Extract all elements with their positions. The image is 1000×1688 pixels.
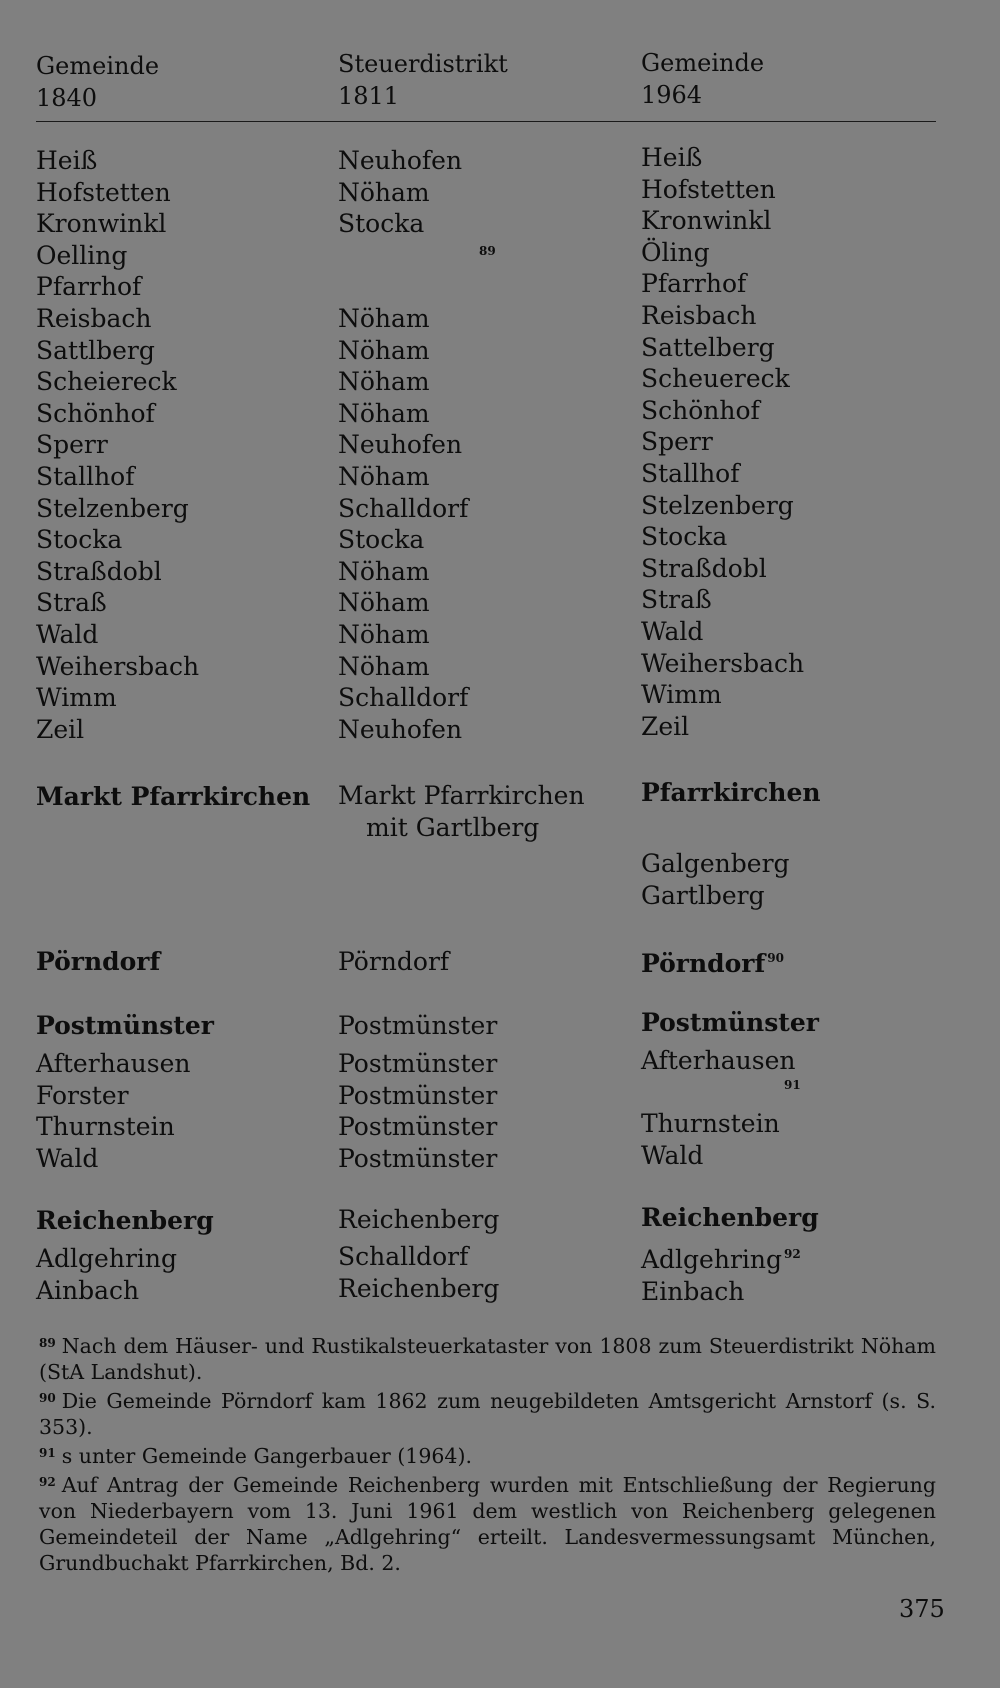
table-row: Nöham (338, 398, 430, 428)
footnote-marker-89: 89 (479, 244, 496, 258)
reichenberg-1811: Reichenberg (338, 1205, 500, 1234)
table-row: Thurnstein (641, 1109, 780, 1139)
markt-pfarrkirchen-1840: Markt Pfarrkirchen (36, 782, 311, 811)
header-year: 1811 (338, 82, 400, 110)
table-row: Stocka (338, 525, 425, 555)
table-row: Neuhofen (338, 146, 463, 175)
footnote-marker-91: 91 (784, 1078, 801, 1092)
table-row: Stocka (36, 525, 123, 555)
reichenberg-1840: Reichenberg (36, 1206, 214, 1235)
postmuenster-1811-list (338, 1048, 497, 1174)
table-row: Wald (36, 619, 99, 649)
table-row: Stocka (338, 209, 425, 239)
table-row: Sattelberg (641, 332, 775, 362)
table-row: Schalldorf (338, 683, 469, 713)
table-row: Afterhausen (36, 1049, 191, 1078)
page-number: 375 (899, 1595, 945, 1623)
table-row: Stelzenberg (36, 493, 189, 523)
header-gemeinde-1964 (641, 47, 764, 111)
table-row: Postmünster (338, 1080, 498, 1110)
footnote-marker-92: 92 (784, 1247, 801, 1261)
table-row: Sperr (36, 430, 108, 460)
table-row: Hofstetten (641, 174, 776, 204)
table-row: Zeil (36, 714, 85, 744)
header-label: Steuerdistrikt (338, 50, 508, 78)
table-row: Nöham (338, 588, 430, 618)
header-steuerdistrikt-1811 (338, 48, 508, 112)
table-row: Kronwinkl (641, 206, 772, 236)
list-item: Gartlberg (641, 880, 765, 910)
table-row: Postmünster (338, 1143, 498, 1173)
reichenberg-1811-list (338, 1241, 499, 1304)
footnote-number: 91 (39, 1446, 56, 1460)
table-row: Straßdobl (641, 553, 767, 583)
table-row: Schönhof (36, 398, 155, 428)
pfarrkirchen-1964: Pfarrkirchen (641, 778, 821, 807)
table-row: Wald (641, 1140, 704, 1170)
table-row (641, 1077, 796, 1109)
column-1964-list (641, 142, 804, 742)
table-row: Adlgehring (36, 1244, 178, 1273)
table-row: Scheuereck (641, 364, 790, 394)
postmuenster-1840-list (36, 1048, 191, 1174)
table-row: Stallhof (36, 461, 135, 491)
markt-line-2: mit Gartlberg (366, 812, 540, 842)
table-row: Nöham (338, 303, 430, 333)
table-row: Hofstetten (36, 177, 171, 207)
footnote-91 (39, 1440, 936, 1469)
table-row: Schalldorf (338, 493, 469, 523)
table-row: Stelzenberg (641, 490, 794, 520)
table-row: Schönhof (641, 395, 760, 425)
list-item: Galgenberg (641, 849, 790, 878)
table-row: Scheiereck (36, 367, 177, 397)
table-row: Reisbach (36, 303, 152, 333)
table-row: Wald (36, 1143, 99, 1173)
column-1840-list (36, 145, 199, 745)
footnote-89 (39, 1330, 936, 1385)
footnote-90 (39, 1385, 936, 1440)
table-row: Thurnstein (36, 1112, 175, 1142)
table-row: Afterhausen (641, 1046, 796, 1075)
table-row: Heiß (641, 143, 703, 172)
table-row: Stallhof (641, 458, 740, 488)
table-row: Öling (641, 237, 710, 267)
footnote-number: 89 (39, 1336, 56, 1350)
postmuenster-1964-list (641, 1045, 796, 1171)
table-row: Wald (641, 616, 704, 646)
adlgehring-name: Adlgehring (641, 1245, 783, 1274)
header-label: Gemeinde (36, 52, 160, 80)
table-row: Sperr (641, 427, 713, 457)
table-row: Postmünster (338, 1112, 498, 1142)
table-row: Kronwinkl (36, 209, 167, 239)
header-label: Gemeinde (641, 49, 765, 77)
postmuenster-1840: Postmünster (36, 1011, 214, 1040)
table-row: Sattlberg (36, 335, 155, 365)
postmuenster-1964: Postmünster (641, 1008, 819, 1037)
pfarrkirchen-1964-parts (641, 848, 790, 911)
table-row: Neuhofen (338, 714, 463, 744)
footnote-text: Nach dem Häuser- und Rustikalsteuerkataster von 1808 zum Steuerdistrikt Nöham (StA Landshut). (39, 1334, 936, 1384)
table-row: Forster (36, 1080, 129, 1110)
table-row: Schalldorf (338, 1242, 469, 1271)
table-row: Nöham (338, 367, 430, 397)
table-row: Reisbach (641, 300, 757, 330)
table-row: Wimm (36, 683, 117, 713)
table-row: Einbach (641, 1276, 745, 1306)
header-gemeinde-1840 (36, 50, 159, 114)
table-row: Nöham (338, 619, 430, 649)
reichenberg-1964-list (641, 1239, 801, 1307)
column-1811-list (338, 145, 468, 745)
porndorf-1964 (641, 943, 784, 980)
table-row: Weihersbach (641, 648, 805, 678)
table-row: Stocka (641, 522, 728, 552)
table-row: Pfarrhof (641, 269, 747, 299)
table-row: Zeil (641, 711, 690, 741)
table-row: Oelling (36, 240, 128, 270)
table-row: Heiß (36, 146, 98, 175)
porndorf-name: Pörndorf (641, 949, 766, 978)
table-row: Reichenberg (338, 1273, 500, 1303)
porndorf-1840: Pörndorf (36, 947, 161, 976)
table-row: Neuhofen (338, 430, 463, 460)
table-row: Nöham (338, 556, 430, 586)
table-row (338, 240, 468, 272)
table-row: Postmünster (338, 1049, 498, 1078)
header-rule (36, 121, 936, 122)
footnote-number: 92 (39, 1475, 56, 1489)
table-row: Nöham (338, 335, 430, 365)
table-row: Nöham (338, 177, 430, 207)
footnotes (39, 1330, 936, 1576)
footnote-text: Die Gemeinde Pörndorf kam 1862 zum neugebildeten Amtsgericht Arnstorf (s. S. 353). (39, 1389, 936, 1439)
markt-pfarrkirchen-1811 (338, 780, 585, 843)
table-row: Straß (36, 588, 107, 618)
table-row: Ainbach (36, 1275, 140, 1305)
table-row: Wimm (641, 680, 722, 710)
reichenberg-1964: Reichenberg (641, 1203, 819, 1232)
table-row: Nöham (338, 461, 430, 491)
markt-line-1: Markt Pfarrkirchen (338, 781, 585, 810)
table-row: Straßdobl (36, 556, 162, 586)
table-row (338, 271, 468, 303)
table-row: Straß (641, 585, 712, 615)
table-row: Nöham (338, 651, 430, 681)
table-row: Weihersbach (36, 651, 200, 681)
footnote-92 (39, 1469, 936, 1576)
footnote-number: 90 (39, 1391, 56, 1405)
table-row (641, 1239, 801, 1276)
footnote-text: Auf Antrag der Gemeinde Reichenberg wurden mit Entschließung der Regierung von Niederbayern vom 13. Juni 1961 dem westlich von Reichenberg gelegenen Gemeindeteil der Name „Adlgehring“ erteilt. Landesvermessungsamt München, Grundbuchakt Pfarrkirchen, Bd. 2. (39, 1473, 936, 1575)
postmuenster-1811: Postmünster (338, 1011, 498, 1040)
header-year: 1964 (641, 81, 703, 109)
porndorf-1811: Pörndorf (338, 947, 450, 976)
header-year: 1840 (36, 84, 98, 112)
reichenberg-1840-list (36, 1243, 177, 1306)
table-row: Pfarrhof (36, 272, 142, 302)
footnote-text: s unter Gemeinde Gangerbauer (1964). (61, 1444, 472, 1468)
footnote-marker-90: 90 (767, 951, 784, 965)
